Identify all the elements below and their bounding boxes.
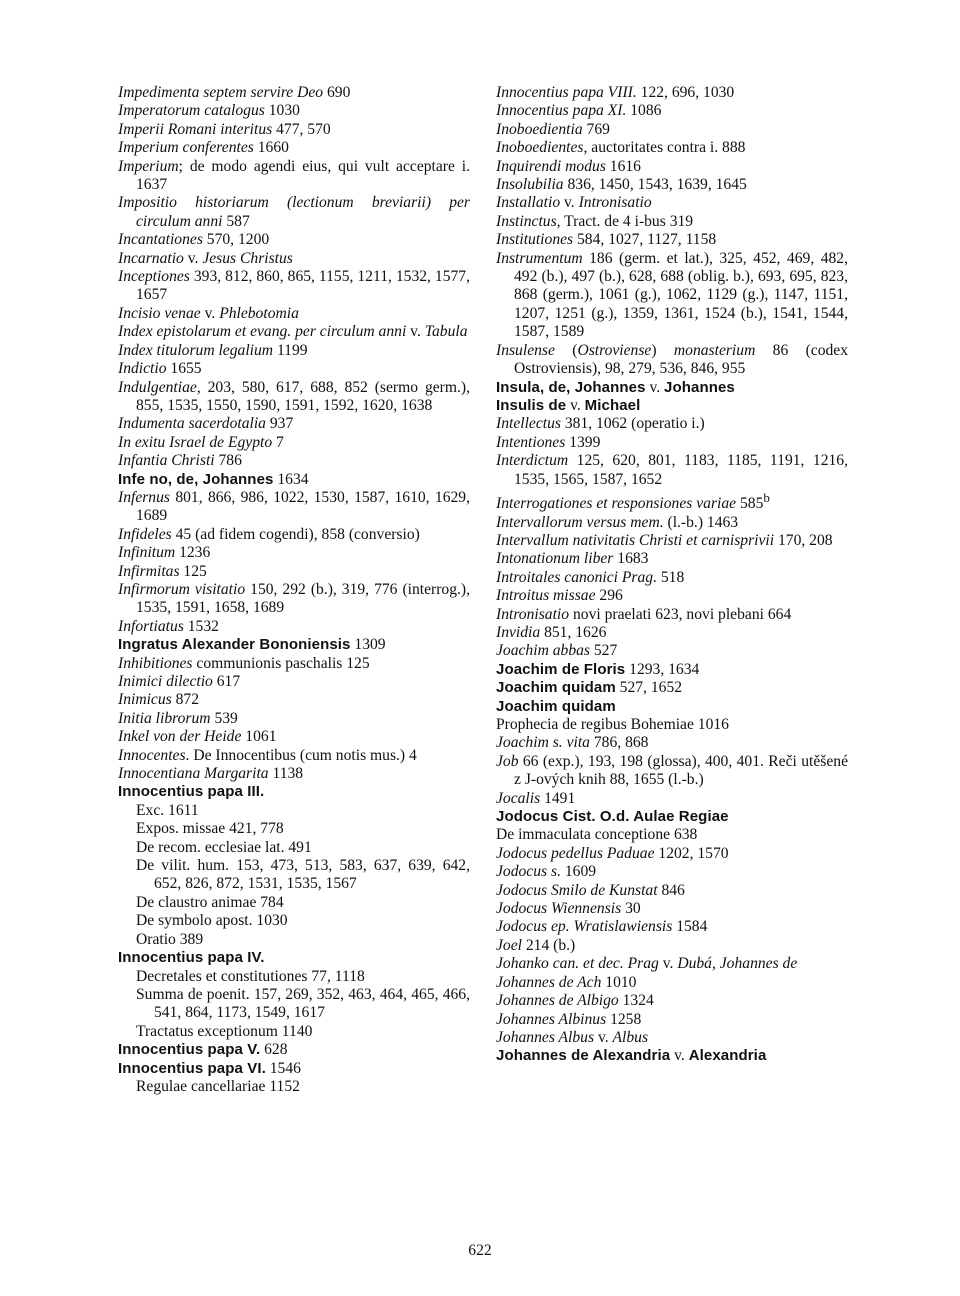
index-entry <box>118 139 470 157</box>
entry-references: 1061 <box>241 728 277 746</box>
entry-references: communionis paschalis 125 <box>192 654 370 672</box>
entry-references: 1258 <box>606 1010 642 1028</box>
entry-superscript: b <box>763 489 770 505</box>
index-entry <box>496 121 848 139</box>
entry-term: Johannes Albinus <box>496 1010 607 1028</box>
index-entry <box>118 802 470 820</box>
index-entry <box>118 452 470 470</box>
entry-references: Tractatus exceptionum 1140 <box>136 1022 313 1040</box>
index-entry <box>496 231 848 249</box>
entry-heading-name: Innocentius papa IV. <box>118 949 265 967</box>
index-entry <box>118 379 470 416</box>
entry-term: Innocentius papa XI. <box>496 102 627 120</box>
entry-references: 1399 <box>565 433 601 451</box>
index-entry <box>496 679 848 697</box>
entry-term: Imperium conferentes <box>118 139 254 157</box>
index-entry <box>496 642 848 660</box>
entry-term: Imperatorum catalogus <box>118 102 265 120</box>
entry-term: Infirmorum visitatio <box>118 580 246 598</box>
index-entry <box>118 655 470 673</box>
entry-term: Jesus Christus <box>202 249 293 267</box>
entry-term: Phlebotomia <box>219 304 299 322</box>
entry-references: 1138 <box>268 765 304 783</box>
entry-references: 539 <box>210 709 238 727</box>
entry-term: Inquirendi modus <box>496 157 606 175</box>
entry-term: Inhibitiones <box>118 654 193 672</box>
entry-heading-name: Insulis de <box>496 396 567 414</box>
index-entry <box>496 992 848 1010</box>
index-entry <box>496 452 848 489</box>
entry-references: ( <box>554 341 578 359</box>
index-entry <box>496 514 848 532</box>
entry-term: Infortiatus <box>118 617 184 635</box>
index-entry <box>496 845 848 863</box>
entry-references: 30 <box>621 900 641 918</box>
index-entry <box>118 857 470 894</box>
entry-references: (l.-b.) 1463 <box>663 513 739 531</box>
entry-heading-name: Alexandria <box>688 1047 767 1065</box>
entry-references: 527 <box>589 642 618 660</box>
entry-references: 1199 <box>273 341 308 359</box>
entry-references: 786 <box>214 452 242 470</box>
entry-heading-name: Infe no, de, Johannes <box>118 470 274 488</box>
index-entry <box>496 716 848 734</box>
entry-references: 1202, 1570 <box>654 844 729 862</box>
entry-term: Inoboedientes <box>496 139 584 157</box>
entry-term: Intellectus <box>496 415 561 433</box>
entry-references: 170, 208 <box>774 531 833 549</box>
entry-term: Infideles <box>118 525 172 543</box>
entry-references: Summa de poenit. 157, 269, 352, 463, 464, 465, 466, 541, 864, 1173, 1549, 1617 <box>136 985 470 1022</box>
index-entry <box>496 250 848 342</box>
entry-term: Jodocus Wiennensis <box>496 900 622 918</box>
entry-term: Jocalis <box>496 789 541 807</box>
entry-references: 1324 <box>618 992 654 1010</box>
entry-references: 1616 <box>605 157 641 175</box>
right-index-column <box>496 84 848 1066</box>
entry-term: Impositio historiarum (lectionum breviarii) per circulum anni <box>118 194 470 230</box>
index-entry <box>496 661 848 679</box>
entry-term: Joachim s. vita <box>496 734 590 752</box>
index-entry <box>118 1041 470 1059</box>
entry-heading-name: Joachim quidam <box>496 679 616 697</box>
index-entry <box>496 734 848 752</box>
entry-references: , Tract. de 4 i-bus 319 <box>556 212 694 230</box>
entry-term: Jodocus ep. Wratislawiensis <box>496 918 673 936</box>
index-entry <box>496 415 848 433</box>
entry-references: 584, 1027, 1127, 1158 <box>573 231 717 249</box>
index-entry <box>118 968 470 986</box>
entry-references: De immaculata conceptione 638 <box>496 826 698 844</box>
index-entry <box>496 587 848 605</box>
index-entry <box>118 931 470 949</box>
entry-term: In exitu Israel de Egypto <box>118 433 273 451</box>
index-entry <box>496 176 848 194</box>
index-entry <box>118 710 470 728</box>
entry-references: 1293, 1634 <box>625 660 700 678</box>
index-entry <box>118 250 470 268</box>
index-entry <box>118 471 470 489</box>
entry-term: Johannes de Ach <box>496 973 602 991</box>
entry-references: De recom. ecclesiae lat. 491 <box>136 838 312 856</box>
index-entry <box>118 268 470 305</box>
entry-references: 585 <box>736 495 764 513</box>
entry-references: Exc. 1611 <box>136 801 199 819</box>
entry-references: Decretales et constitutiones 77, 1118 <box>136 967 365 985</box>
entry-heading-name: Johannes de Alexandria <box>496 1047 671 1065</box>
entry-term: Insolubilia <box>496 176 564 194</box>
entry-references: v. <box>670 1047 689 1065</box>
entry-references: 628 <box>260 1041 288 1059</box>
entry-heading-name: Joachim de Floris <box>496 660 626 678</box>
entry-term: Infernus <box>118 488 170 506</box>
index-entry <box>496 826 848 844</box>
entry-references: 45 (ad fidem cogendi), 858 (conversio) <box>171 525 420 543</box>
entry-term: Indulgentiae <box>118 378 197 396</box>
entry-heading-name: Jodocus Cist. O.d. Aulae Regiae <box>496 808 729 826</box>
entry-term: Joachim abbas <box>496 642 590 660</box>
entry-term: Interrogationes et responsiones variae <box>496 495 737 513</box>
entry-term: Inoboedientia <box>496 120 583 138</box>
entry-term: Instinctus <box>496 212 557 230</box>
index-entry <box>118 231 470 249</box>
index-entry <box>496 84 848 102</box>
index-entry <box>118 894 470 912</box>
index-entry <box>118 323 470 341</box>
entry-term: Index titulorum legalium <box>118 341 274 359</box>
entry-term: Dubá, Johannes de <box>677 955 798 973</box>
index-entry <box>118 747 470 765</box>
entry-term: Jodocus pedellus Paduae <box>496 844 655 862</box>
entry-term: Intonationum liber <box>496 550 614 568</box>
entry-term: Inimicus <box>118 691 172 709</box>
entry-heading-name: Innocentius papa V. <box>118 1041 261 1059</box>
entry-term: Interdictum <box>496 452 569 470</box>
entry-references: v. <box>406 323 425 341</box>
index-entry <box>496 882 848 900</box>
entry-term: Job <box>496 752 519 770</box>
entry-references: v. <box>594 1028 613 1046</box>
entry-references: 214 (b.) <box>521 936 576 954</box>
index-entry <box>118 949 470 967</box>
entry-references: 1634 <box>273 470 309 488</box>
entry-references: 1309 <box>350 636 386 654</box>
entry-references: 769 <box>582 120 610 138</box>
entry-term: Infantia Christi <box>118 452 215 470</box>
entry-references: novi praelati 623, novi plebani 664 <box>569 605 792 623</box>
index-entry <box>496 489 848 514</box>
entry-references: 1546 <box>265 1059 301 1077</box>
entry-term: Indumenta sacerdotalia <box>118 415 266 433</box>
entry-references: 1086 <box>626 102 662 120</box>
entry-references: 186 (germ. et lat.), 325, 452, 469, 482, 492 (b.), 497 (b.), 628, 688 (oblig. b.), 693, 695, 823, 868 (germ.), 1061 (g.), 1062, 1129 (g.), 1147, 1151, 1207, 1251 (g.), 1359, 1361, 1524 (b.), 1541, 1544, 1587, 1589 <box>514 249 848 341</box>
entry-references: 1030 <box>264 102 300 120</box>
entry-references: 7 <box>272 433 284 451</box>
entry-references: 125 <box>179 562 207 580</box>
index-entry <box>118 820 470 838</box>
entry-references: De claustro animae 784 <box>136 893 284 911</box>
entry-references: 66 (exp.), 193, 198 (glossa), 400, 401. Reči utěšené z J-ových knih 88, 1655 (l.-b.) <box>514 752 848 789</box>
entry-references: 477, 570 <box>272 120 331 138</box>
entry-references: v. <box>200 304 220 322</box>
entry-references: 296 <box>595 587 623 605</box>
entry-term: Incantationes <box>118 231 203 249</box>
entry-term: Jodocus Smilo de Kunstat <box>496 881 658 899</box>
entry-references: Prophecia de regibus Bohemiae 1016 <box>496 716 729 733</box>
entry-references: 1584 <box>672 918 708 936</box>
entry-heading-name: Innocentius papa VI. <box>118 1059 266 1077</box>
entry-references: , 203, 580, 617, 688, 852 (sermo germ.), 855, 1535, 1550, 1590, 1591, 1592, 1620, 1638 <box>136 378 470 414</box>
index-entry <box>496 900 848 918</box>
entry-term: Index epistolarum et evang. per circulum anni <box>118 323 407 341</box>
index-entry <box>496 974 848 992</box>
entry-term: Johannes Albus <box>496 1028 595 1046</box>
entry-heading-name: Michael <box>584 396 641 414</box>
index-entry <box>118 102 470 120</box>
entry-heading-name: Johannes <box>664 378 735 396</box>
entry-references: 1655 <box>166 360 202 378</box>
index-entry <box>118 121 470 139</box>
entry-references: 937 <box>265 415 294 433</box>
entry-term: Invidia <box>496 623 541 641</box>
entry-term: Inceptiones <box>118 268 190 286</box>
index-entry <box>496 139 848 157</box>
entry-references: 122, 696, 1030 <box>636 84 735 101</box>
entry-term: Infinitum <box>118 544 176 562</box>
index-entry <box>118 986 470 1023</box>
entry-term: Institutiones <box>496 231 574 249</box>
index-entry <box>496 1011 848 1029</box>
entry-heading-name: Ingratus Alexander Bononiensis <box>118 636 351 654</box>
index-entry <box>496 532 848 550</box>
entry-references: 587 <box>222 212 250 230</box>
index-entry <box>496 753 848 790</box>
entry-references: 872 <box>171 691 199 709</box>
entry-term: Imperium <box>118 157 179 175</box>
index-entry <box>118 544 470 562</box>
index-entry <box>496 213 848 231</box>
entry-term: Tabula <box>424 323 468 341</box>
index-entry <box>118 783 470 801</box>
entry-term: Indictio <box>118 360 167 378</box>
index-entry <box>496 569 848 587</box>
index-entry <box>496 955 848 973</box>
index-entry <box>496 194 848 212</box>
entry-references: Expos. missae 421, 778 <box>136 820 284 838</box>
entry-term: Joel <box>496 936 522 954</box>
index-entry <box>496 397 848 415</box>
entry-references: 86 (codex Ostroviensis), 98, 279, 536, 846, 955 <box>514 341 849 378</box>
entry-references: 786, 868 <box>589 734 649 752</box>
entry-references: v. <box>183 249 203 267</box>
entry-term: Intervallorum versus mem. <box>496 513 664 531</box>
entry-references: v. <box>560 194 579 212</box>
index-entry <box>496 379 848 397</box>
entry-references: ; de modo agendi eius, qui vult acceptare i. 1637 <box>136 157 470 194</box>
index-entry <box>118 765 470 783</box>
entry-references: v. <box>658 955 678 973</box>
entry-term: Intervallum nativitatis Christi et carnisprivii <box>496 531 775 549</box>
entry-references: 125, 620, 801, 1183, 1185, 1191, 1216, 1535, 1565, 1587, 1652 <box>514 452 848 488</box>
index-entry <box>118 489 470 526</box>
entry-references: 836, 1450, 1543, 1639, 1645 <box>563 176 747 194</box>
entry-term: Jodocus s. <box>496 863 561 881</box>
index-entry <box>118 526 470 544</box>
index-entry <box>496 434 848 452</box>
entry-term: Intentiones <box>496 433 566 451</box>
index-entry <box>118 1060 470 1078</box>
index-entry <box>118 691 470 709</box>
index-entry <box>118 194 470 231</box>
entry-references: , auctoritates contra i. 888 <box>583 139 746 157</box>
index-entry <box>118 563 470 581</box>
entry-term: Johanko can. et dec. Prag <box>496 955 659 973</box>
page-number: 622 <box>468 1242 492 1259</box>
entry-references: 851, 1626 <box>540 623 607 641</box>
entry-references: 690 <box>323 84 351 101</box>
entry-term: Introitales canonici Prag. <box>496 568 657 586</box>
entry-references: Oratio 389 <box>136 930 204 948</box>
entry-references: 846 <box>657 881 685 899</box>
index-entry <box>496 918 848 936</box>
index-entry <box>118 673 470 691</box>
entry-term: Imperii Romani interitus <box>118 120 273 138</box>
entry-term: Impedimenta septem servire Deo <box>118 84 324 101</box>
entry-term: Inkel von der Heide <box>118 728 242 746</box>
entry-references: 1236 <box>175 544 211 562</box>
index-entry <box>118 1078 470 1096</box>
entry-references: 518 <box>656 568 685 586</box>
entry-term: Inimici dilectio <box>118 673 213 690</box>
index-entry <box>118 305 470 323</box>
entry-term: Johannes de Albigo <box>496 992 619 1010</box>
left-index-column <box>118 84 470 1096</box>
index-entry <box>496 863 848 881</box>
index-entry <box>496 342 848 379</box>
index-entry <box>496 1047 848 1065</box>
entry-references: 1532 <box>183 617 219 635</box>
index-entry <box>118 728 470 746</box>
entry-term: Intronisatio <box>578 194 652 212</box>
index-entry <box>118 636 470 654</box>
entry-references: Regulae cancellariae 1152 <box>136 1077 300 1095</box>
entry-references: 393, 812, 860, 865, 1155, 1211, 1532, 1577, 1657 <box>136 268 470 304</box>
entry-term: Initia librorum <box>118 709 211 727</box>
entry-term: Innocentes <box>118 746 186 764</box>
index-entry <box>118 342 470 360</box>
entry-references: De symbolo apost. 1030 <box>136 912 288 930</box>
entry-references: 1491 <box>540 789 576 807</box>
index-entry <box>496 102 848 120</box>
entry-term: Albus <box>612 1028 649 1046</box>
index-entry <box>496 937 848 955</box>
index-entry <box>496 698 848 716</box>
entry-term: monasterium <box>673 341 756 359</box>
index-entry <box>118 581 470 618</box>
entry-term: Innocentius papa VIII. <box>496 84 637 101</box>
entry-term: Innocentiana Margarita <box>118 765 269 783</box>
entry-references: 1660 <box>253 139 289 157</box>
index-entry <box>118 1023 470 1041</box>
index-entry <box>496 808 848 826</box>
entry-term: Infirmitas <box>118 562 180 580</box>
index-entry <box>118 158 470 195</box>
entry-references: De vilit. hum. 153, 473, 513, 583, 637, 639, 642, 652, 826, 872, 1531, 1535, 1567 <box>136 857 470 893</box>
entry-term: Incarnatio <box>118 249 184 267</box>
entry-term: Intronisatio <box>496 605 570 623</box>
entry-term: Installatio <box>496 194 561 212</box>
entry-references: 801, 866, 986, 1022, 1530, 1587, 1610, 1629, 1689 <box>136 488 470 525</box>
entry-references: 617 <box>212 673 241 690</box>
entry-heading-name: Innocentius papa III. <box>118 783 265 801</box>
index-entry <box>496 158 848 176</box>
entry-references: . De Innocentibus (cum notis mus.) 4 <box>185 746 417 764</box>
index-entry <box>118 618 470 636</box>
index-entry <box>118 839 470 857</box>
entry-term: Instrumentum <box>496 249 583 267</box>
index-entry <box>496 624 848 642</box>
entry-references: 1609 <box>560 863 597 881</box>
entry-heading-name: Joachim quidam <box>496 697 616 715</box>
entry-references: v. <box>645 378 665 396</box>
index-entry <box>118 912 470 930</box>
entry-term: Introitus missae <box>496 587 596 605</box>
entry-references: 527, 1652 <box>615 679 683 697</box>
index-entry <box>118 415 470 433</box>
index-entry <box>496 1029 848 1047</box>
entry-references: v. <box>566 396 585 414</box>
entry-references: 1683 <box>613 550 649 568</box>
entry-term: Insulense <box>496 341 555 359</box>
entry-term: Incisio venae <box>118 304 201 322</box>
entry-term: Ostroviense <box>577 341 652 359</box>
entry-heading-name: Insula, de, Johannes <box>496 378 646 396</box>
entry-references: 570, 1200 <box>202 231 270 249</box>
entry-references: 150, 292 (b.), 319, 776 (interrog.), 1535, 1591, 1658, 1689 <box>136 580 470 617</box>
index-entry <box>118 360 470 378</box>
index-entry <box>118 84 470 102</box>
entry-references: 1010 <box>601 973 637 991</box>
index-entry <box>496 550 848 568</box>
entry-references: 381, 1062 (operatio i.) <box>560 415 705 433</box>
entry-references: ) <box>651 341 674 359</box>
index-entry <box>118 434 470 452</box>
index-entry <box>496 790 848 808</box>
index-entry <box>496 606 848 624</box>
